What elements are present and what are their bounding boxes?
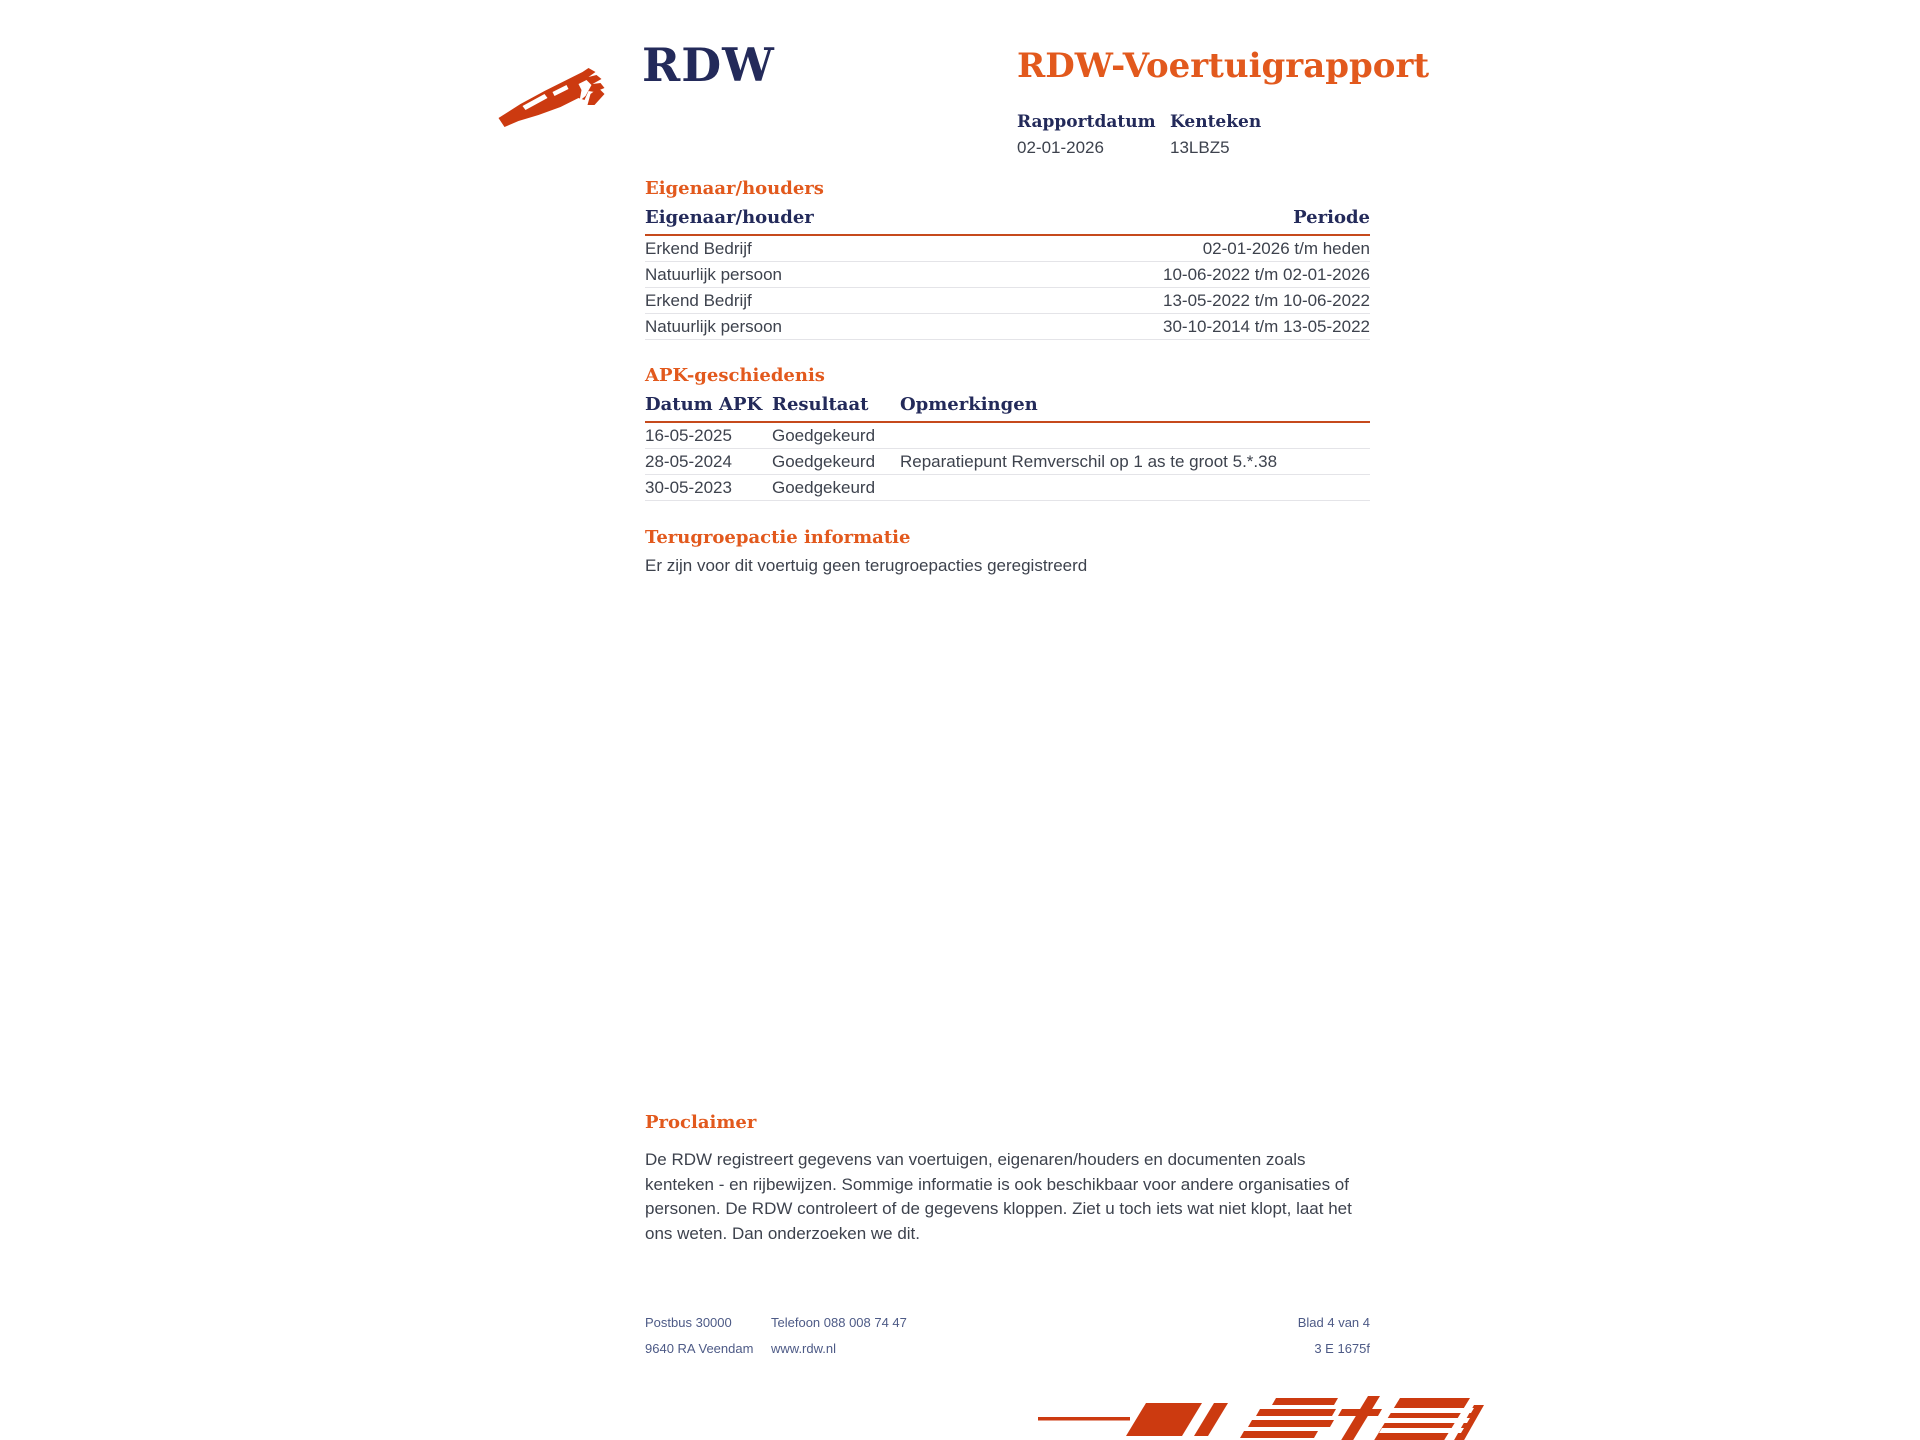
section-proclaimer-title: Proclaimer xyxy=(645,1112,757,1133)
table-cell: 13-05-2022 t/m 10-06-2022 xyxy=(1008,288,1371,314)
section-proclaimer xyxy=(645,1112,1370,1246)
apk-col-remarks: Opmerkingen xyxy=(900,392,1370,422)
owners-col-owner: Eigenaar/houder xyxy=(645,205,1008,235)
footer-contact xyxy=(771,1316,907,1368)
section-owners-title: Eigenaar/houders xyxy=(645,178,824,199)
section-recall-title: Terugroepactie informatie xyxy=(645,527,911,548)
table-cell: Erkend Bedrijf xyxy=(645,288,1008,314)
rdw-logo-text: RDW xyxy=(642,38,775,92)
table-cell: Goedgekeurd xyxy=(772,422,900,449)
table-row xyxy=(645,422,1370,449)
page-title: RDW-Voertuigrapport xyxy=(1017,46,1430,86)
apk-header-row xyxy=(645,392,1370,422)
table-cell: 16-05-2025 xyxy=(645,422,772,449)
table-row xyxy=(645,314,1370,340)
table-cell: 30-10-2014 t/m 13-05-2022 xyxy=(1008,314,1371,340)
owners-header-row xyxy=(645,205,1370,235)
rdw-logo-icon xyxy=(498,60,624,132)
report-meta xyxy=(1017,112,1323,158)
license-plate-label: Kenteken xyxy=(1170,112,1262,132)
table-cell: Natuurlijk persoon xyxy=(645,314,1008,340)
apk-col-result: Resultaat xyxy=(772,392,900,422)
table-row xyxy=(645,235,1370,262)
footer-phone: Telefoon 088 008 74 47 xyxy=(771,1315,907,1330)
proclaimer-text: De RDW registreert gegevens van voertuigen, eigenaren/houders en documenten zoals kenteken - en rijbewijzen. Sommige informatie is ook beschikbaar voor andere organisaties of personen. De RDW controleert of de gegevens kloppen. Ziet u toch iets wat niet klopt, laat het ons weten. Dan onderzoeken we dit. xyxy=(645,1150,1352,1243)
table-cell xyxy=(900,475,1370,501)
apk-table xyxy=(645,392,1370,501)
license-plate-block xyxy=(1170,112,1323,158)
table-row xyxy=(645,288,1370,314)
table-cell: Goedgekeurd xyxy=(772,475,900,501)
recall-text: Er zijn voor dit voertuig geen terugroepacties geregistreerd xyxy=(645,556,1088,575)
owners-col-period: Periode xyxy=(1008,205,1371,235)
footer-document-code: 3 E 1675f xyxy=(1314,1341,1370,1356)
table-cell xyxy=(900,422,1370,449)
footer-page-number: Blad 4 van 4 xyxy=(1297,1315,1370,1330)
footer-page-info xyxy=(1298,1316,1370,1368)
section-apk-history xyxy=(645,365,1370,501)
table-cell: Goedgekeurd xyxy=(772,449,900,475)
table-cell: Reparatiepunt Remverschil op 1 as te groot 5.*.38 xyxy=(900,449,1370,475)
table-cell: Natuurlijk persoon xyxy=(645,262,1008,288)
apk-col-date: Datum APK xyxy=(645,392,772,422)
footer-address xyxy=(645,1316,753,1368)
report-date-block xyxy=(1017,112,1170,158)
footer-address-line2: 9640 RA Veendam xyxy=(645,1341,754,1356)
table-cell: 02-01-2026 t/m heden xyxy=(1008,235,1371,262)
table-cell: 28-05-2024 xyxy=(645,449,772,475)
table-row xyxy=(645,262,1370,288)
table-cell: 30-05-2023 xyxy=(645,475,772,501)
section-apk-title: APK-geschiedenis xyxy=(645,365,825,386)
section-recall-info xyxy=(645,527,1370,579)
owners-table xyxy=(645,205,1370,340)
table-row xyxy=(645,475,1370,501)
table-cell: 10-06-2022 t/m 02-01-2026 xyxy=(1008,262,1371,288)
footer-address-line1: Postbus 30000 xyxy=(645,1315,732,1330)
license-plate-value: 13LBZ5 xyxy=(1170,138,1230,157)
table-cell: Erkend Bedrijf xyxy=(645,235,1008,262)
rdw-stripes-graphic xyxy=(1038,1395,1486,1440)
table-row xyxy=(645,449,1370,475)
footer-website: www.rdw.nl xyxy=(771,1341,837,1356)
report-date-label: Rapportdatum xyxy=(1017,112,1156,132)
report-date-value: 02-01-2026 xyxy=(1017,138,1104,157)
section-owners xyxy=(645,178,1370,340)
